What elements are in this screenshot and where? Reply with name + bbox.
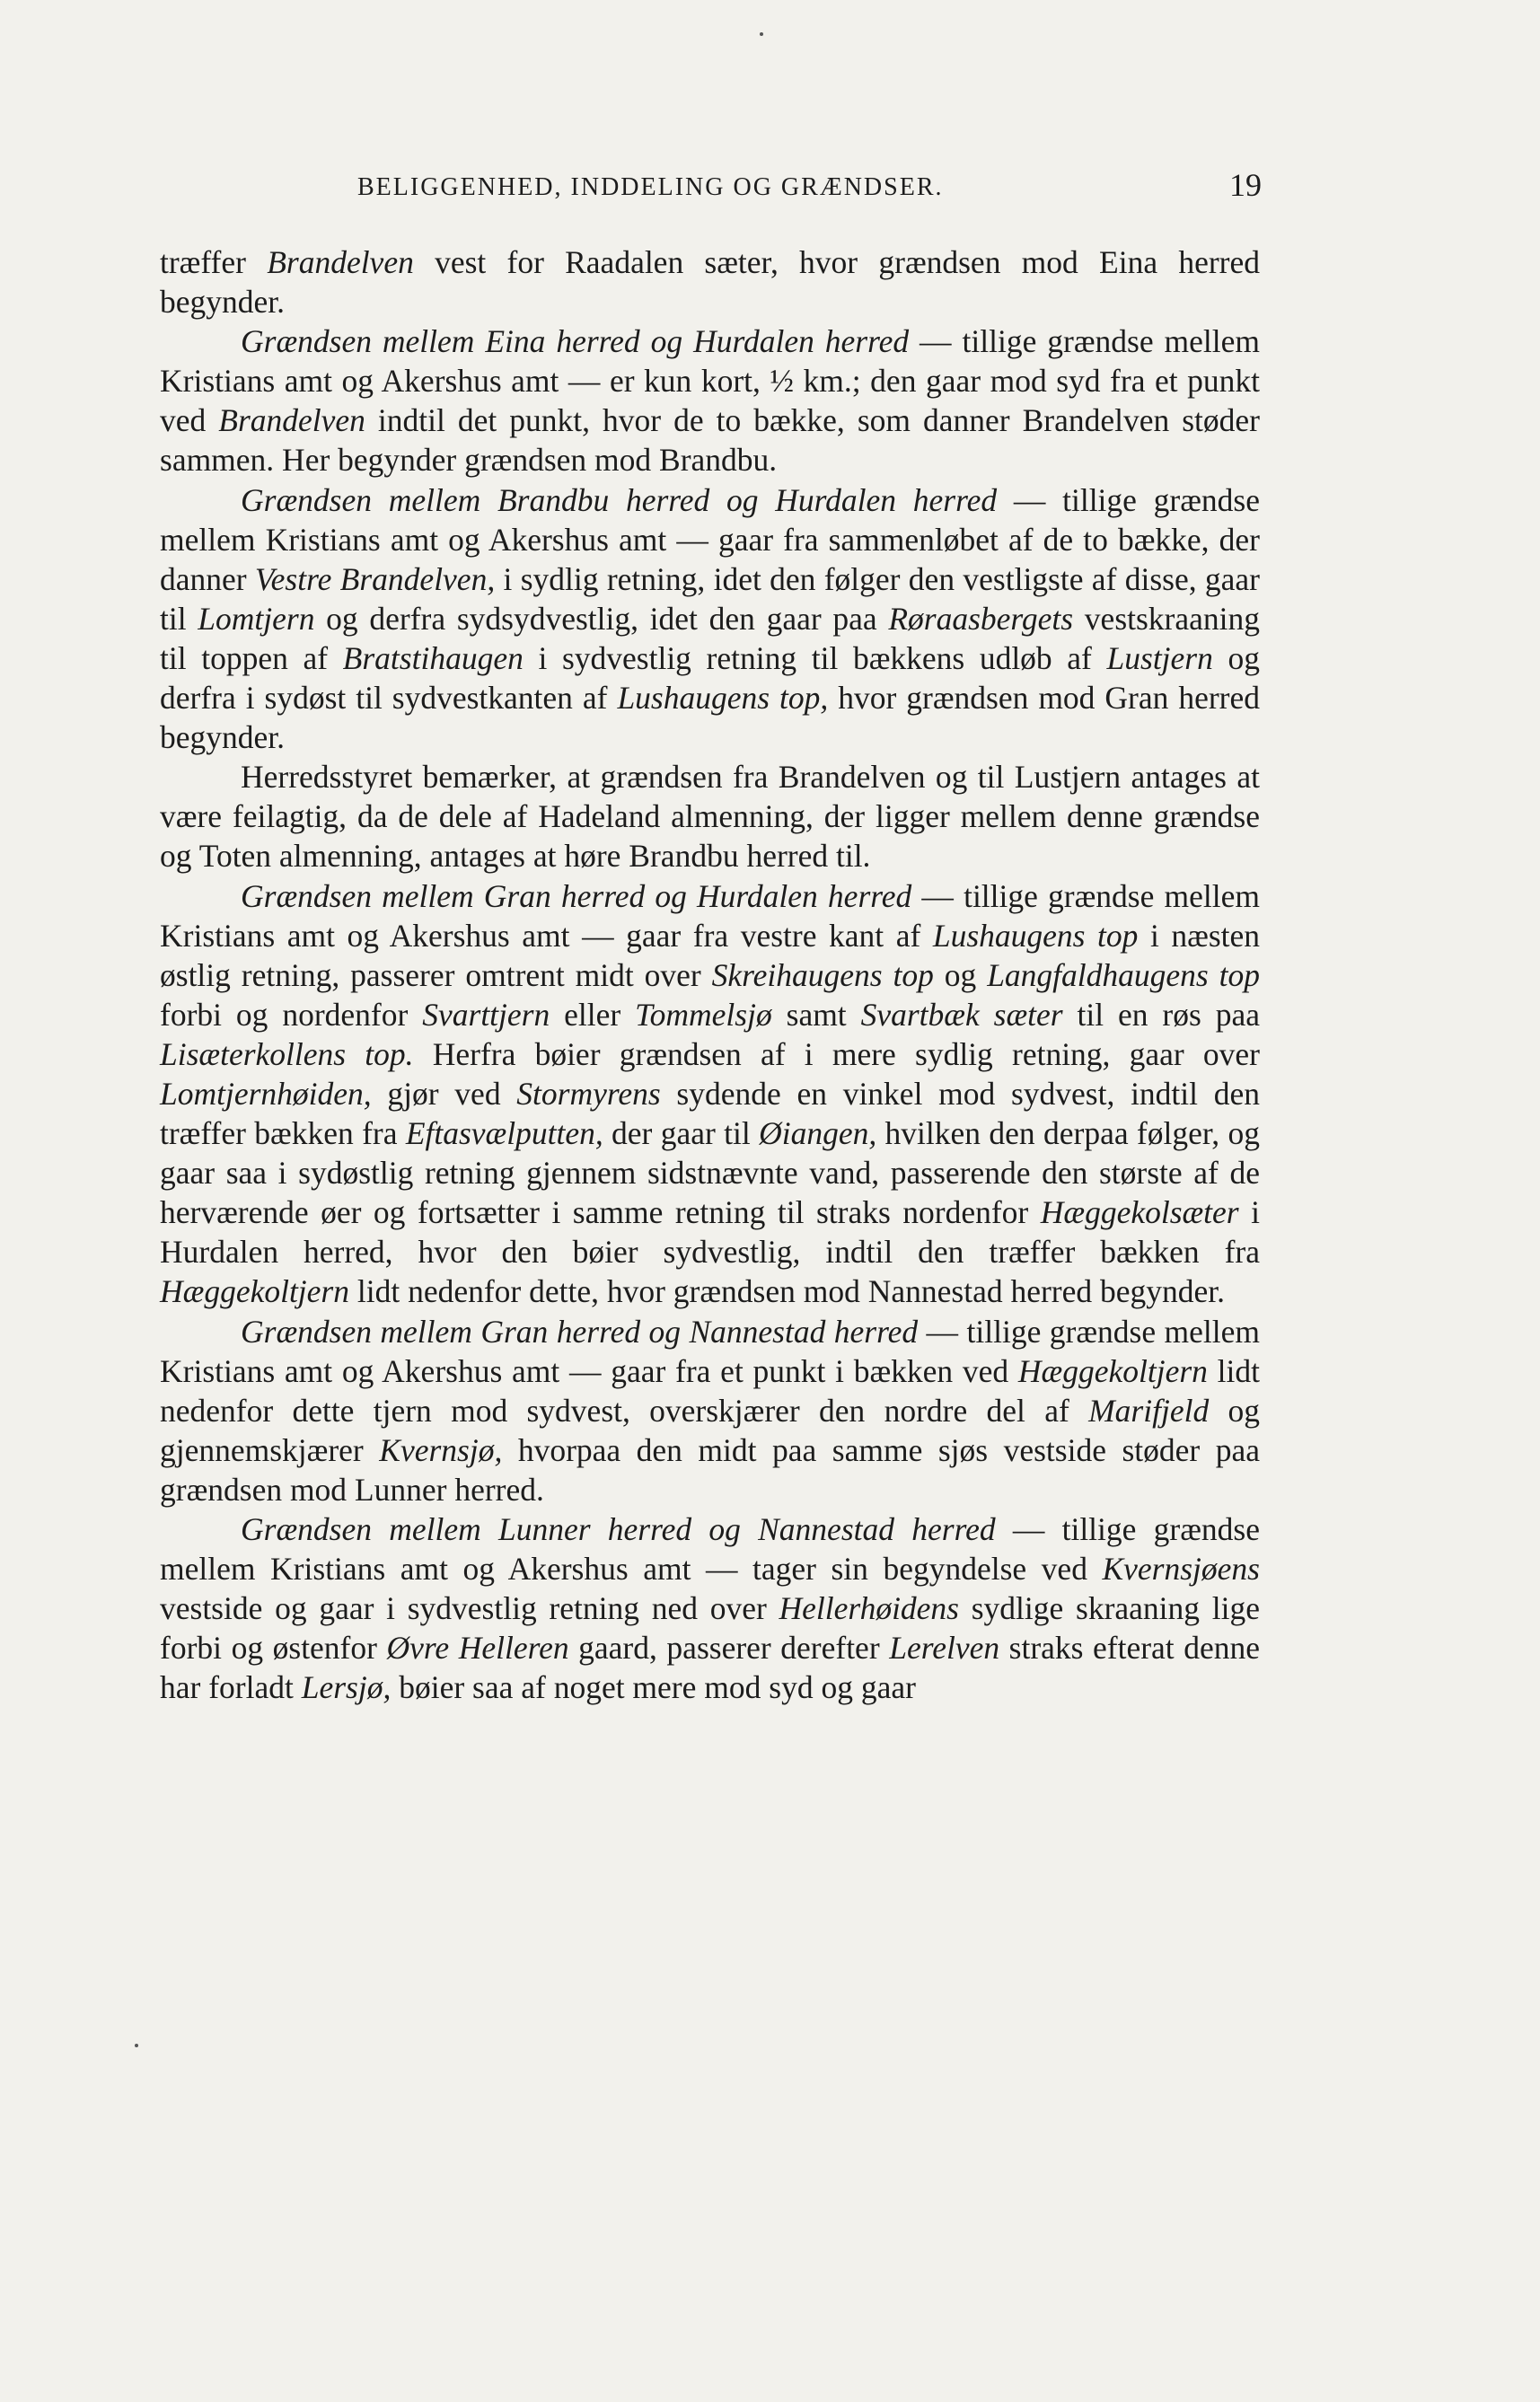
text-run: — tillige grændse mellem Kristians amt og Akershus amt — tager sin begyndelse ved: [160, 1511, 1260, 1588]
italic-run: Hæggekolsæter: [1040, 1194, 1239, 1231]
text-run: og derfra i sydøst til sydvestkanten af: [160, 639, 1260, 717]
paragraph: [160, 480, 1260, 758]
italic-run: Lersjø,: [301, 1669, 392, 1706]
text-run: vest for Raadalen sæter, hvor grændsen mod Eina herred begynder.: [160, 244, 1260, 321]
text-run: hvilken den derpaa følger, og gaar saa i sydøstlig retning gjennem sidstnævnte vand, passerende den største af de herværende øer og fortsætter i samme retning til straks nordenfor: [160, 1115, 1260, 1231]
text-run: og gjennemskjærer: [160, 1392, 1260, 1468]
text-run: og derfra sydsydvestlig, idet den gaar paa: [314, 600, 889, 637]
italic-run: Øvre Helleren: [386, 1630, 569, 1667]
text-run: der gaar til: [603, 1115, 760, 1152]
italic-run: Lushaugens top,: [617, 680, 829, 717]
text-run: eller: [550, 996, 636, 1033]
italic-run: Stormyrens: [516, 1075, 661, 1112]
italic-run: Hellerhøidens: [779, 1590, 960, 1627]
italic-run: Eftasvælputten,: [405, 1115, 603, 1152]
chapter-title: BELIGGENHED, INDDELING OG GRÆNDSER.: [357, 173, 944, 201]
italic-run: Lerelven: [889, 1630, 1000, 1667]
paragraph: [160, 1509, 1260, 1707]
paragraph: [160, 1312, 1260, 1509]
text-run: — tillige grændse mellem Kristians amt og Akershus amt — er kun kort, ½ km.; den gaar mod syd fra et punkt ved: [160, 323, 1261, 439]
italic-run: Lomtjernhøiden,: [160, 1075, 372, 1112]
italic-run: Grændsen mellem Brandbu herred og Hurdalen herred: [241, 481, 998, 518]
italic-run: Tommelsjø: [635, 996, 772, 1033]
paper-speck: [760, 32, 763, 36]
text-run: og: [933, 956, 988, 993]
text-run: straks efterat denne har forladt: [160, 1630, 1260, 1706]
text-run: lidt nedenfor dette tjern mod sydvest, overskjærer den nordre del af: [160, 1352, 1260, 1429]
text-run: gaard, passerer derefter: [568, 1630, 890, 1667]
text-run: samt: [771, 996, 861, 1033]
text-run: vestside og gaar i sydvestlig retning ned over: [160, 1590, 779, 1627]
italic-run: Grændsen mellem Eina herred og Hurdalen herred: [241, 323, 910, 360]
text-run: i sydlig retning, idet den følger den vestligste af disse, gaar til: [160, 560, 1260, 637]
italic-run: Svarttjern: [422, 996, 550, 1033]
text-run: i sydvestlig retning til bækkens udløb af: [523, 639, 1107, 676]
text-run: sydlige skraaning lige forbi og østenfor: [160, 1590, 1260, 1667]
text-run: i Hurdalen herred, hvor den bøier sydvestlig, indtil den træffer bækken fra: [160, 1194, 1260, 1271]
italic-run: Røraasbergets: [888, 600, 1074, 637]
italic-run: Hæggekoltjern: [160, 1273, 349, 1310]
italic-run: Brandelven: [267, 244, 414, 280]
italic-run: Svartbæk sæter: [860, 996, 1063, 1033]
text-run: indtil det punkt, hvor de to bække, som danner Brandelven støder sammen. Her begynder grændsen mod Brandbu.: [160, 402, 1261, 479]
italic-run: Marifjeld: [1088, 1392, 1210, 1429]
text-run: hvor grændsen mod Gran herred begynder.: [160, 680, 1260, 756]
paragraph: [160, 242, 1260, 321]
text-run: — tillige grændse mellem Kristians amt og Akershus amt — gaar fra vestre kant af: [160, 877, 1260, 954]
italic-run: Lushaugens top: [932, 917, 1139, 954]
italic-run: Lustjern: [1106, 639, 1213, 676]
text-run: gjør ved: [371, 1075, 517, 1112]
text-run: sydende en vinkel mod sydvest, indtil den træffer bækken fra: [160, 1075, 1260, 1152]
text-run: vestskraaning til toppen af: [160, 600, 1261, 676]
italic-run: Skreihaugens top: [711, 956, 934, 993]
text-run: Herfra bøier grændsen af i mere sydlig retning, gaar over: [413, 1035, 1261, 1072]
italic-run: Kvernsjø,: [379, 1431, 503, 1468]
italic-run: Bratstihaugen: [342, 639, 524, 676]
text-run: — tillige grændse mellem Kristians amt og Akershus amt — gaar fra sammenløbet af de to bække, der danner: [160, 481, 1260, 597]
italic-run: Vestre Brandelven,: [254, 560, 496, 597]
italic-run: Øiangen,: [759, 1115, 877, 1152]
italic-run: Grændsen mellem Gran herred og Nannestad herred: [241, 1313, 919, 1350]
text-run: Herredsstyret bemærker, at grændsen fra Brandelven og til Lustjern antages at være feilagtig, da de dele af Hadeland almenning, der ligger mellem denne grændse og Toten almenning, antages at høre Brandbu herred til.: [160, 759, 1260, 875]
text-run: bøier saa af noget mere mod syd og gaar: [391, 1669, 916, 1706]
text-run: forbi og nordenfor: [160, 996, 423, 1033]
italic-run: Hæggekoltjern: [1017, 1352, 1208, 1389]
paper-speck: [135, 2044, 138, 2047]
italic-run: Langfaldhaugens top: [987, 956, 1260, 993]
text-run: i næsten østlig retning, passerer omtrent midt over: [160, 917, 1261, 993]
text-run: til en røs paa: [1062, 996, 1260, 1033]
running-head: [162, 167, 1262, 209]
italic-run: Grændsen mellem Gran herred og Hurdalen herred: [241, 877, 912, 914]
paragraph: [160, 876, 1260, 1312]
italic-run: Grændsen mellem Lunner herred og Nannestad herred: [241, 1511, 996, 1547]
text-run: lidt nedenfor dette, hvor grændsen mod Nannestad herred begynder.: [349, 1273, 1225, 1310]
italic-run: Kvernsjøens: [1102, 1551, 1260, 1588]
italic-run: Brandelven: [218, 402, 365, 439]
italic-run: Lisæterkollens top.: [160, 1035, 414, 1072]
italic-run: Lomtjern: [198, 600, 315, 637]
paragraph: [160, 321, 1260, 480]
paragraph: [160, 757, 1260, 875]
page-number: 19: [1229, 167, 1262, 203]
body-text: [160, 242, 1260, 1707]
text-run: hvorpaa den midt paa samme sjøs vestside støder paa grændsen mod Lunner herred.: [160, 1431, 1261, 1508]
text-run: træffer: [160, 244, 268, 280]
text-run: — tillige grændse mellem Kristians amt og Akershus amt — gaar fra et punkt i bækken ved: [160, 1313, 1260, 1389]
